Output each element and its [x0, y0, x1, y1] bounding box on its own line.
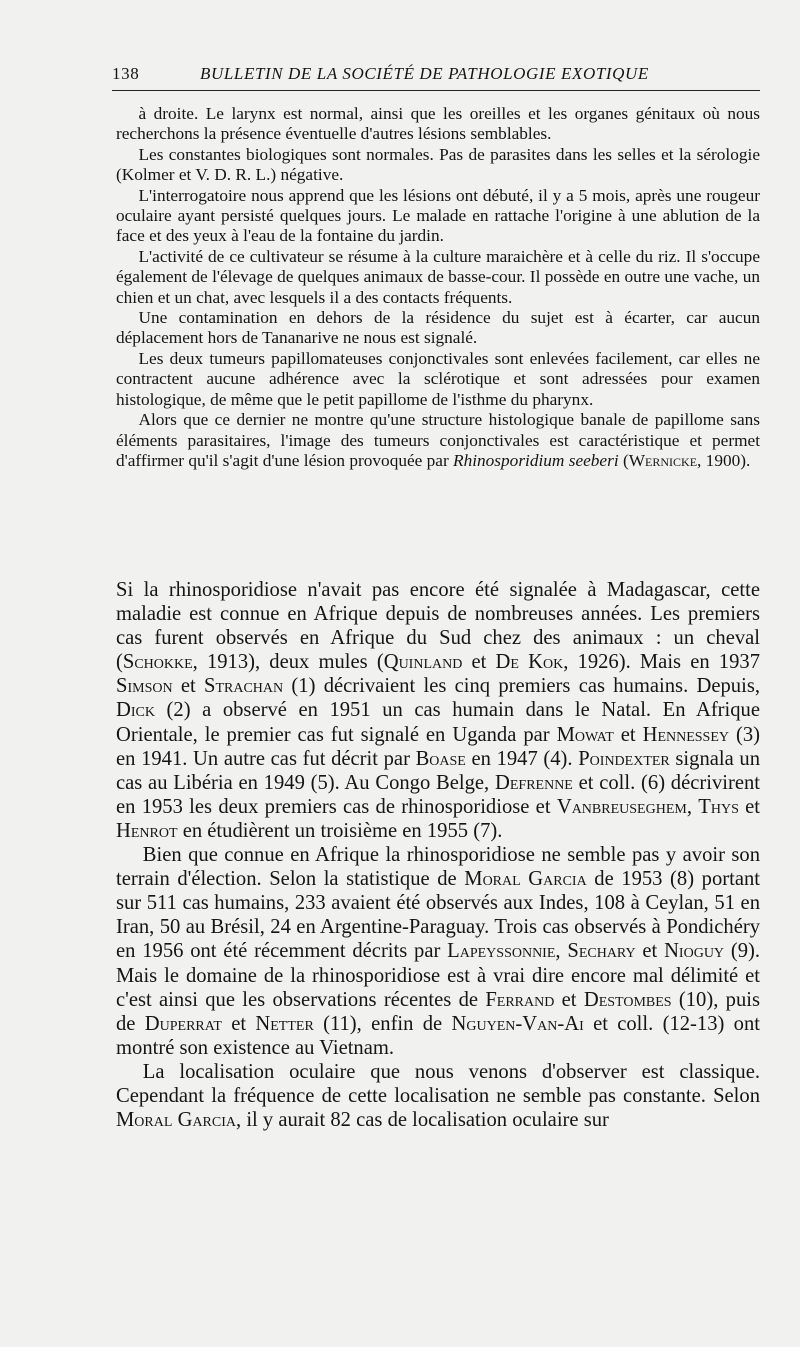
paragraph-text: La localisation oculaire que nous venons d'observer est classique. Cependant la fréquence de cette localisation ne semble pas constante. Selon [116, 1060, 760, 1107]
paragraph [116, 1060, 760, 1132]
discussion-text [116, 578, 760, 1132]
paragraph-text: Alors que ce dernier ne montre qu'une structure histologique banale de papillome sans éléments parasitaires, l'image des tumeurs conjonctivales est caractéristique et permet d'affirmer qu'il s'agit d'une lésion provoquée par [116, 410, 760, 470]
paragraph [116, 578, 760, 843]
author-name: Duperrat [144, 1012, 222, 1035]
journal-title: BULLETIN DE LA SOCIÉTÉ DE PATHOLOGIE EXOTIQUE [200, 64, 649, 83]
paragraph-text: (1) décrivaient les cinq premiers cas humains. Depuis, [283, 675, 760, 698]
author-name: Moral Garcia [116, 1109, 237, 1132]
paragraph: Les constantes biologiques sont normales. Pas de parasites dans les selles et la sérologie (Kolmer et V. D. R. L.) négative. [116, 144, 760, 185]
paragraph-text: , 1900). [697, 450, 751, 470]
paragraph [116, 843, 760, 1060]
author-name: Henrot [116, 819, 178, 842]
author-name: Quinland [383, 651, 463, 674]
author-name: Strachan [204, 675, 284, 698]
species-name: Rhinosporidium seeberi [453, 450, 619, 470]
paragraph-text: , 1926). Mais en 1937 [563, 651, 760, 674]
paragraph [116, 410, 760, 471]
author-name: Schokke [122, 651, 193, 674]
author-name: Lapeyssonnie [447, 940, 556, 963]
paragraph-text: (3) en 1941. Un autre cas fut décrit par [116, 723, 760, 770]
paragraph-text: et [738, 795, 761, 818]
paragraph-text: (9). Mais le domaine de la rhinosporidiose est à vrai dire encore mal délimité et c'est ainsi que les observations récentes de [116, 940, 760, 1011]
paragraph-text: de 1953 (8) portant sur 511 cas humains, 233 avaient été observés aux Indes, 108 à Ceylan, 51 en Iran, 50 au Brésil, 24 en Argentine-Paraguay. Trois cas observés à Pondichéry en 1956 ont été récemment décrits par [116, 868, 760, 963]
author-name: Ferrand [485, 988, 555, 1011]
author-name: Dick [116, 699, 155, 722]
paragraph: à droite. Le larynx est normal, ainsi que les oreilles et les organes génitaux où nous recherchons la présence éventuelle d'autres lésions semblables. [116, 104, 760, 144]
author-name: Vanbreuseghem [556, 795, 687, 818]
author-name: Hennessey [642, 723, 730, 746]
author-name: Simson [116, 675, 173, 698]
author-name: Mowat [556, 723, 614, 746]
author-name: Defrenne [494, 771, 573, 794]
paragraph-text: et coll. (12-13) ont montré son existence au Vietnam. [116, 1012, 760, 1059]
paragraph-text: en étudièrent un troisième en 1955 (7). [177, 819, 503, 842]
paragraph-text: , [555, 940, 568, 963]
author-name: Poindexter [578, 747, 670, 770]
paragraph-text: et coll. (6) décrivirent en 1953 les deux premiers cas de rhinosporidiose et [116, 771, 761, 818]
paragraph-text: , [686, 795, 699, 818]
case-report-text [116, 104, 760, 471]
paragraph: L'interrogatoire nous apprend que les lésions ont débuté, il y a 5 mois, après une rougeur oculaire ayant persisté quelques jours. Le malade en rattache l'origine à une ablution de la face et des yeux à l'eau de la fontaine du jardin. [116, 185, 760, 246]
paragraph-text: (11), enfin de [313, 1012, 452, 1035]
paragraph-text: , 1913), deux mules ( [192, 651, 384, 674]
paragraph-text: (10), puis de [116, 988, 760, 1035]
paragraph-text: et [554, 988, 584, 1011]
paragraph-text: et [635, 940, 665, 963]
paragraph-text: et [462, 651, 496, 674]
author-name: Destombes [583, 988, 672, 1011]
author-name: Netter [255, 1012, 314, 1035]
paragraph-text: et [613, 723, 643, 746]
paragraph: Une contamination en dehors de la résidence du sujet est à écarter, car aucun déplacement hors de Tananarive ne nous est signalé. [116, 308, 760, 348]
paragraph-text: et [172, 675, 205, 698]
header-rule [112, 90, 760, 91]
author-name: Moral Garcia [464, 868, 587, 891]
paragraph-text: Si la rhinosporidiose n'avait pas encore été signalée à Madagascar, cette maladie est connue en Afrique depuis de nombreuses années. Les premiers cas furent observés en Afrique du Sud chez des animaux : un cheval ( [116, 579, 760, 674]
author-name: De Kok [495, 651, 564, 674]
paragraph-text: (2) a observé en 1951 un cas humain dans le Natal. En Afrique Orientale, le premier cas fut signalé en Uganda par [116, 699, 760, 746]
paragraph-text: en 1947 (4). [465, 747, 579, 770]
author-name: Wernicke [628, 450, 698, 470]
author-name: Boase [415, 747, 466, 770]
author-name: Nguyen-Van-Ai [451, 1012, 584, 1035]
paragraph-text: et [221, 1012, 256, 1035]
paragraph-text: Bien que connue en Afrique la rhinosporidiose ne semble pas y avoir son terrain d'élection. Selon la statistique de [116, 844, 760, 891]
author-name: Thys [698, 795, 739, 818]
author-name: Sechary [567, 940, 636, 963]
page-number: 138 [112, 64, 140, 83]
paragraph: Les deux tumeurs papillomateuses conjonctivales sont enlevées facilement, car elles ne contractent aucune adhérence avec la sclérotique et sont adressées pour examen histologique, de même que le petit papillome de l'isthme du pharynx. [116, 348, 760, 409]
paragraph: L'activité de ce cultivateur se résume à la culture maraichère et à celle du riz. Il s'occupe également de l'élevage de quelques animaux de basse-cour. Il possède en outre une vache, un chien et un chat, avec lesquels il a des contacts fréquents. [116, 246, 760, 307]
paragraph-text: signala un cas au Libéria en 1949 (5). Au Congo Belge, [116, 747, 760, 794]
paragraph-text: , il y aurait 82 cas de localisation oculaire sur [236, 1109, 609, 1132]
author-name: Nioguy [664, 940, 725, 963]
paragraph-text: ( [618, 450, 629, 470]
